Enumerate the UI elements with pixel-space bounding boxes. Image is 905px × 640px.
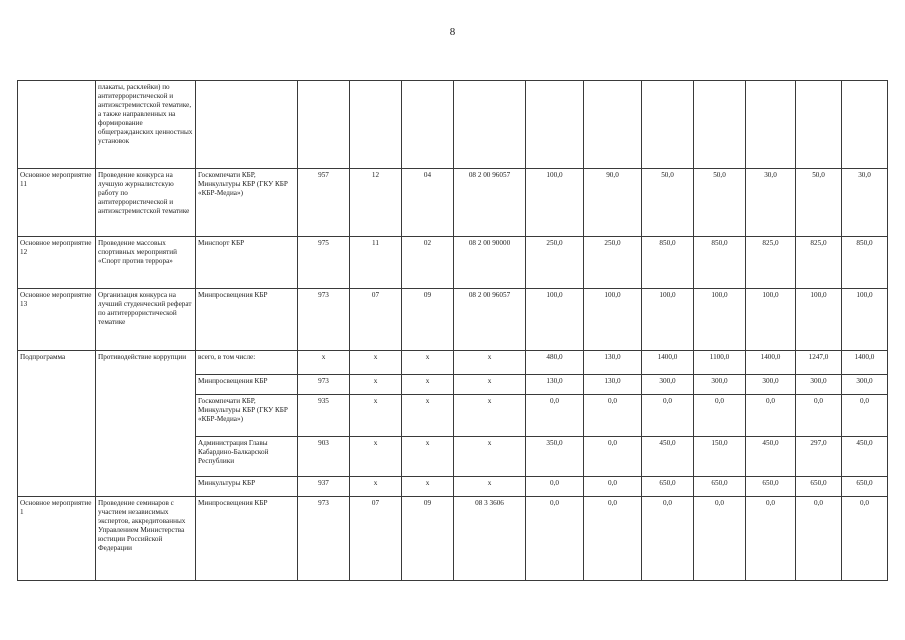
activity-description-cell: плакаты, расклейки) по антитеррористической и антиэкстремистской тематике, а также направленных на формирование общегражданских ценностных установок	[96, 81, 196, 169]
subsection-cell: 04	[402, 169, 454, 237]
executor-cell: Минспорт КБР	[196, 237, 298, 289]
subsection-cell: x	[402, 437, 454, 477]
amount-cell: 650,0	[796, 477, 842, 497]
section-cell	[350, 81, 402, 169]
amount-cell: 1400,0	[746, 351, 796, 375]
activity-description-cell: Проведение массовых спортивных мероприятий «Спорт против террора»	[96, 237, 196, 289]
subsection-cell	[402, 81, 454, 169]
amount-cell: 350,0	[526, 437, 584, 477]
program-cell: Основное мероприятие 11	[18, 169, 96, 237]
amount-cell: 50,0	[694, 169, 746, 237]
amount-cell: 650,0	[694, 477, 746, 497]
amount-cell: 850,0	[642, 237, 694, 289]
code-cell: 903	[298, 437, 350, 477]
table-row	[18, 497, 888, 581]
amount-cell: 0,0	[584, 395, 642, 437]
section-cell: x	[350, 395, 402, 437]
amount-cell: 90,0	[584, 169, 642, 237]
amount-cell: 50,0	[642, 169, 694, 237]
activity-description-cell: Проведение конкурса на лучшую журналистскую работу по антитеррористической и антиэкстремистской тематике	[96, 169, 196, 237]
amount-cell: 0,0	[584, 477, 642, 497]
executor-cell: Госкомпечати КБР, Минкультуры КБР (ГКУ КБР «КБР-Медиа»)	[196, 169, 298, 237]
amount-cell: 100,0	[694, 289, 746, 351]
budget-table	[17, 80, 888, 581]
executor-cell: всего, в том числе:	[196, 351, 298, 375]
amount-cell: 100,0	[842, 289, 888, 351]
table-row	[18, 81, 888, 169]
amount-cell: 0,0	[746, 395, 796, 437]
amount-cell	[526, 81, 584, 169]
subsection-cell: x	[402, 375, 454, 395]
amount-cell: 850,0	[842, 237, 888, 289]
amount-cell: 100,0	[526, 289, 584, 351]
program-cell	[18, 81, 96, 169]
amount-cell: 650,0	[642, 477, 694, 497]
amount-cell: 250,0	[526, 237, 584, 289]
section-cell: 11	[350, 237, 402, 289]
target-article-cell	[454, 81, 526, 169]
amount-cell: 0,0	[584, 497, 642, 581]
amount-cell: 150,0	[694, 437, 746, 477]
code-cell: 937	[298, 477, 350, 497]
amount-cell: 300,0	[746, 375, 796, 395]
program-cell: Основное мероприятие 12	[18, 237, 96, 289]
code-cell: x	[298, 351, 350, 375]
executor-cell: Минпросвещения КБР	[196, 497, 298, 581]
code-cell: 975	[298, 237, 350, 289]
amount-cell: 650,0	[746, 477, 796, 497]
amount-cell: 0,0	[642, 395, 694, 437]
executor-cell: Минкультуры КБР	[196, 477, 298, 497]
amount-cell: 0,0	[526, 497, 584, 581]
amount-cell	[584, 81, 642, 169]
section-cell: x	[350, 437, 402, 477]
amount-cell: 100,0	[526, 169, 584, 237]
section-cell: x	[350, 375, 402, 395]
amount-cell	[842, 81, 888, 169]
amount-cell: 0,0	[842, 497, 888, 581]
subsection-cell: 02	[402, 237, 454, 289]
program-cell: Основное мероприятие 1	[18, 497, 96, 581]
code-cell	[298, 81, 350, 169]
amount-cell: 480,0	[526, 351, 584, 375]
subsection-cell: x	[402, 351, 454, 375]
amount-cell: 450,0	[642, 437, 694, 477]
target-article-cell: 08 2 00 96057	[454, 289, 526, 351]
amount-cell: 130,0	[584, 351, 642, 375]
executor-cell: Минпросвещения КБР	[196, 289, 298, 351]
amount-cell: 1247,0	[796, 351, 842, 375]
table-row	[18, 289, 888, 351]
amount-cell: 825,0	[746, 237, 796, 289]
amount-cell: 30,0	[746, 169, 796, 237]
program-cell: Подпрограмма	[18, 351, 96, 497]
executor-cell	[196, 81, 298, 169]
amount-cell: 1400,0	[642, 351, 694, 375]
table-row	[18, 237, 888, 289]
target-article-cell: 08 3 3606	[454, 497, 526, 581]
executor-cell: Администрация Главы Кабардино-Балкарской Республики	[196, 437, 298, 477]
amount-cell: 0,0	[796, 497, 842, 581]
code-cell: 973	[298, 289, 350, 351]
amount-cell: 0,0	[526, 395, 584, 437]
code-cell: 973	[298, 375, 350, 395]
amount-cell: 100,0	[796, 289, 842, 351]
section-cell: 12	[350, 169, 402, 237]
table-row	[18, 169, 888, 237]
executor-cell: Минпросвещения КБР	[196, 375, 298, 395]
amount-cell: 50,0	[796, 169, 842, 237]
amount-cell	[746, 81, 796, 169]
amount-cell: 825,0	[796, 237, 842, 289]
target-article-cell: 08 2 00 96057	[454, 169, 526, 237]
amount-cell: 0,0	[584, 437, 642, 477]
amount-cell: 0,0	[842, 395, 888, 437]
target-article-cell: x	[454, 395, 526, 437]
amount-cell	[642, 81, 694, 169]
amount-cell: 130,0	[526, 375, 584, 395]
amount-cell: 297,0	[796, 437, 842, 477]
code-cell: 957	[298, 169, 350, 237]
amount-cell: 450,0	[746, 437, 796, 477]
page-number: 8	[449, 26, 456, 38]
amount-cell: 1400,0	[842, 351, 888, 375]
amount-cell: 300,0	[842, 375, 888, 395]
amount-cell	[796, 81, 842, 169]
amount-cell: 0,0	[694, 497, 746, 581]
section-cell: x	[350, 477, 402, 497]
program-cell: Основное мероприятие 13	[18, 289, 96, 351]
section-cell: x	[350, 351, 402, 375]
amount-cell: 100,0	[584, 289, 642, 351]
amount-cell: 0,0	[526, 477, 584, 497]
subsection-cell: 09	[402, 289, 454, 351]
subsection-cell: x	[402, 477, 454, 497]
amount-cell: 100,0	[746, 289, 796, 351]
amount-cell: 130,0	[584, 375, 642, 395]
code-cell: 973	[298, 497, 350, 581]
target-article-cell: 08 2 00 90000	[454, 237, 526, 289]
target-article-cell: x	[454, 351, 526, 375]
amount-cell: 0,0	[796, 395, 842, 437]
amount-cell: 300,0	[796, 375, 842, 395]
table-row	[18, 351, 888, 375]
amount-cell: 650,0	[842, 477, 888, 497]
code-cell: 935	[298, 395, 350, 437]
amount-cell: 450,0	[842, 437, 888, 477]
subsection-cell: x	[402, 395, 454, 437]
amount-cell: 250,0	[584, 237, 642, 289]
target-article-cell: x	[454, 477, 526, 497]
amount-cell: 1100,0	[694, 351, 746, 375]
amount-cell: 0,0	[694, 395, 746, 437]
amount-cell	[694, 81, 746, 169]
section-cell: 07	[350, 497, 402, 581]
activity-description-cell: Проведение семинаров с участием независимых экспертов, аккредитованных Управлением Министерства юстиции Российской Федерации	[96, 497, 196, 581]
amount-cell: 300,0	[642, 375, 694, 395]
amount-cell: 0,0	[642, 497, 694, 581]
executor-cell: Госкомпечати КБР, Минкультуры КБР (ГКУ КБР «КБР-Медиа»)	[196, 395, 298, 437]
amount-cell: 300,0	[694, 375, 746, 395]
amount-cell: 0,0	[746, 497, 796, 581]
amount-cell: 30,0	[842, 169, 888, 237]
section-cell: 07	[350, 289, 402, 351]
activity-description-cell: Противодействие коррупции	[96, 351, 196, 497]
target-article-cell: x	[454, 437, 526, 477]
subsection-cell: 09	[402, 497, 454, 581]
activity-description-cell: Организация конкурса на лучший студенческий реферат по антитеррористической тематике	[96, 289, 196, 351]
amount-cell: 850,0	[694, 237, 746, 289]
target-article-cell: x	[454, 375, 526, 395]
amount-cell: 100,0	[642, 289, 694, 351]
